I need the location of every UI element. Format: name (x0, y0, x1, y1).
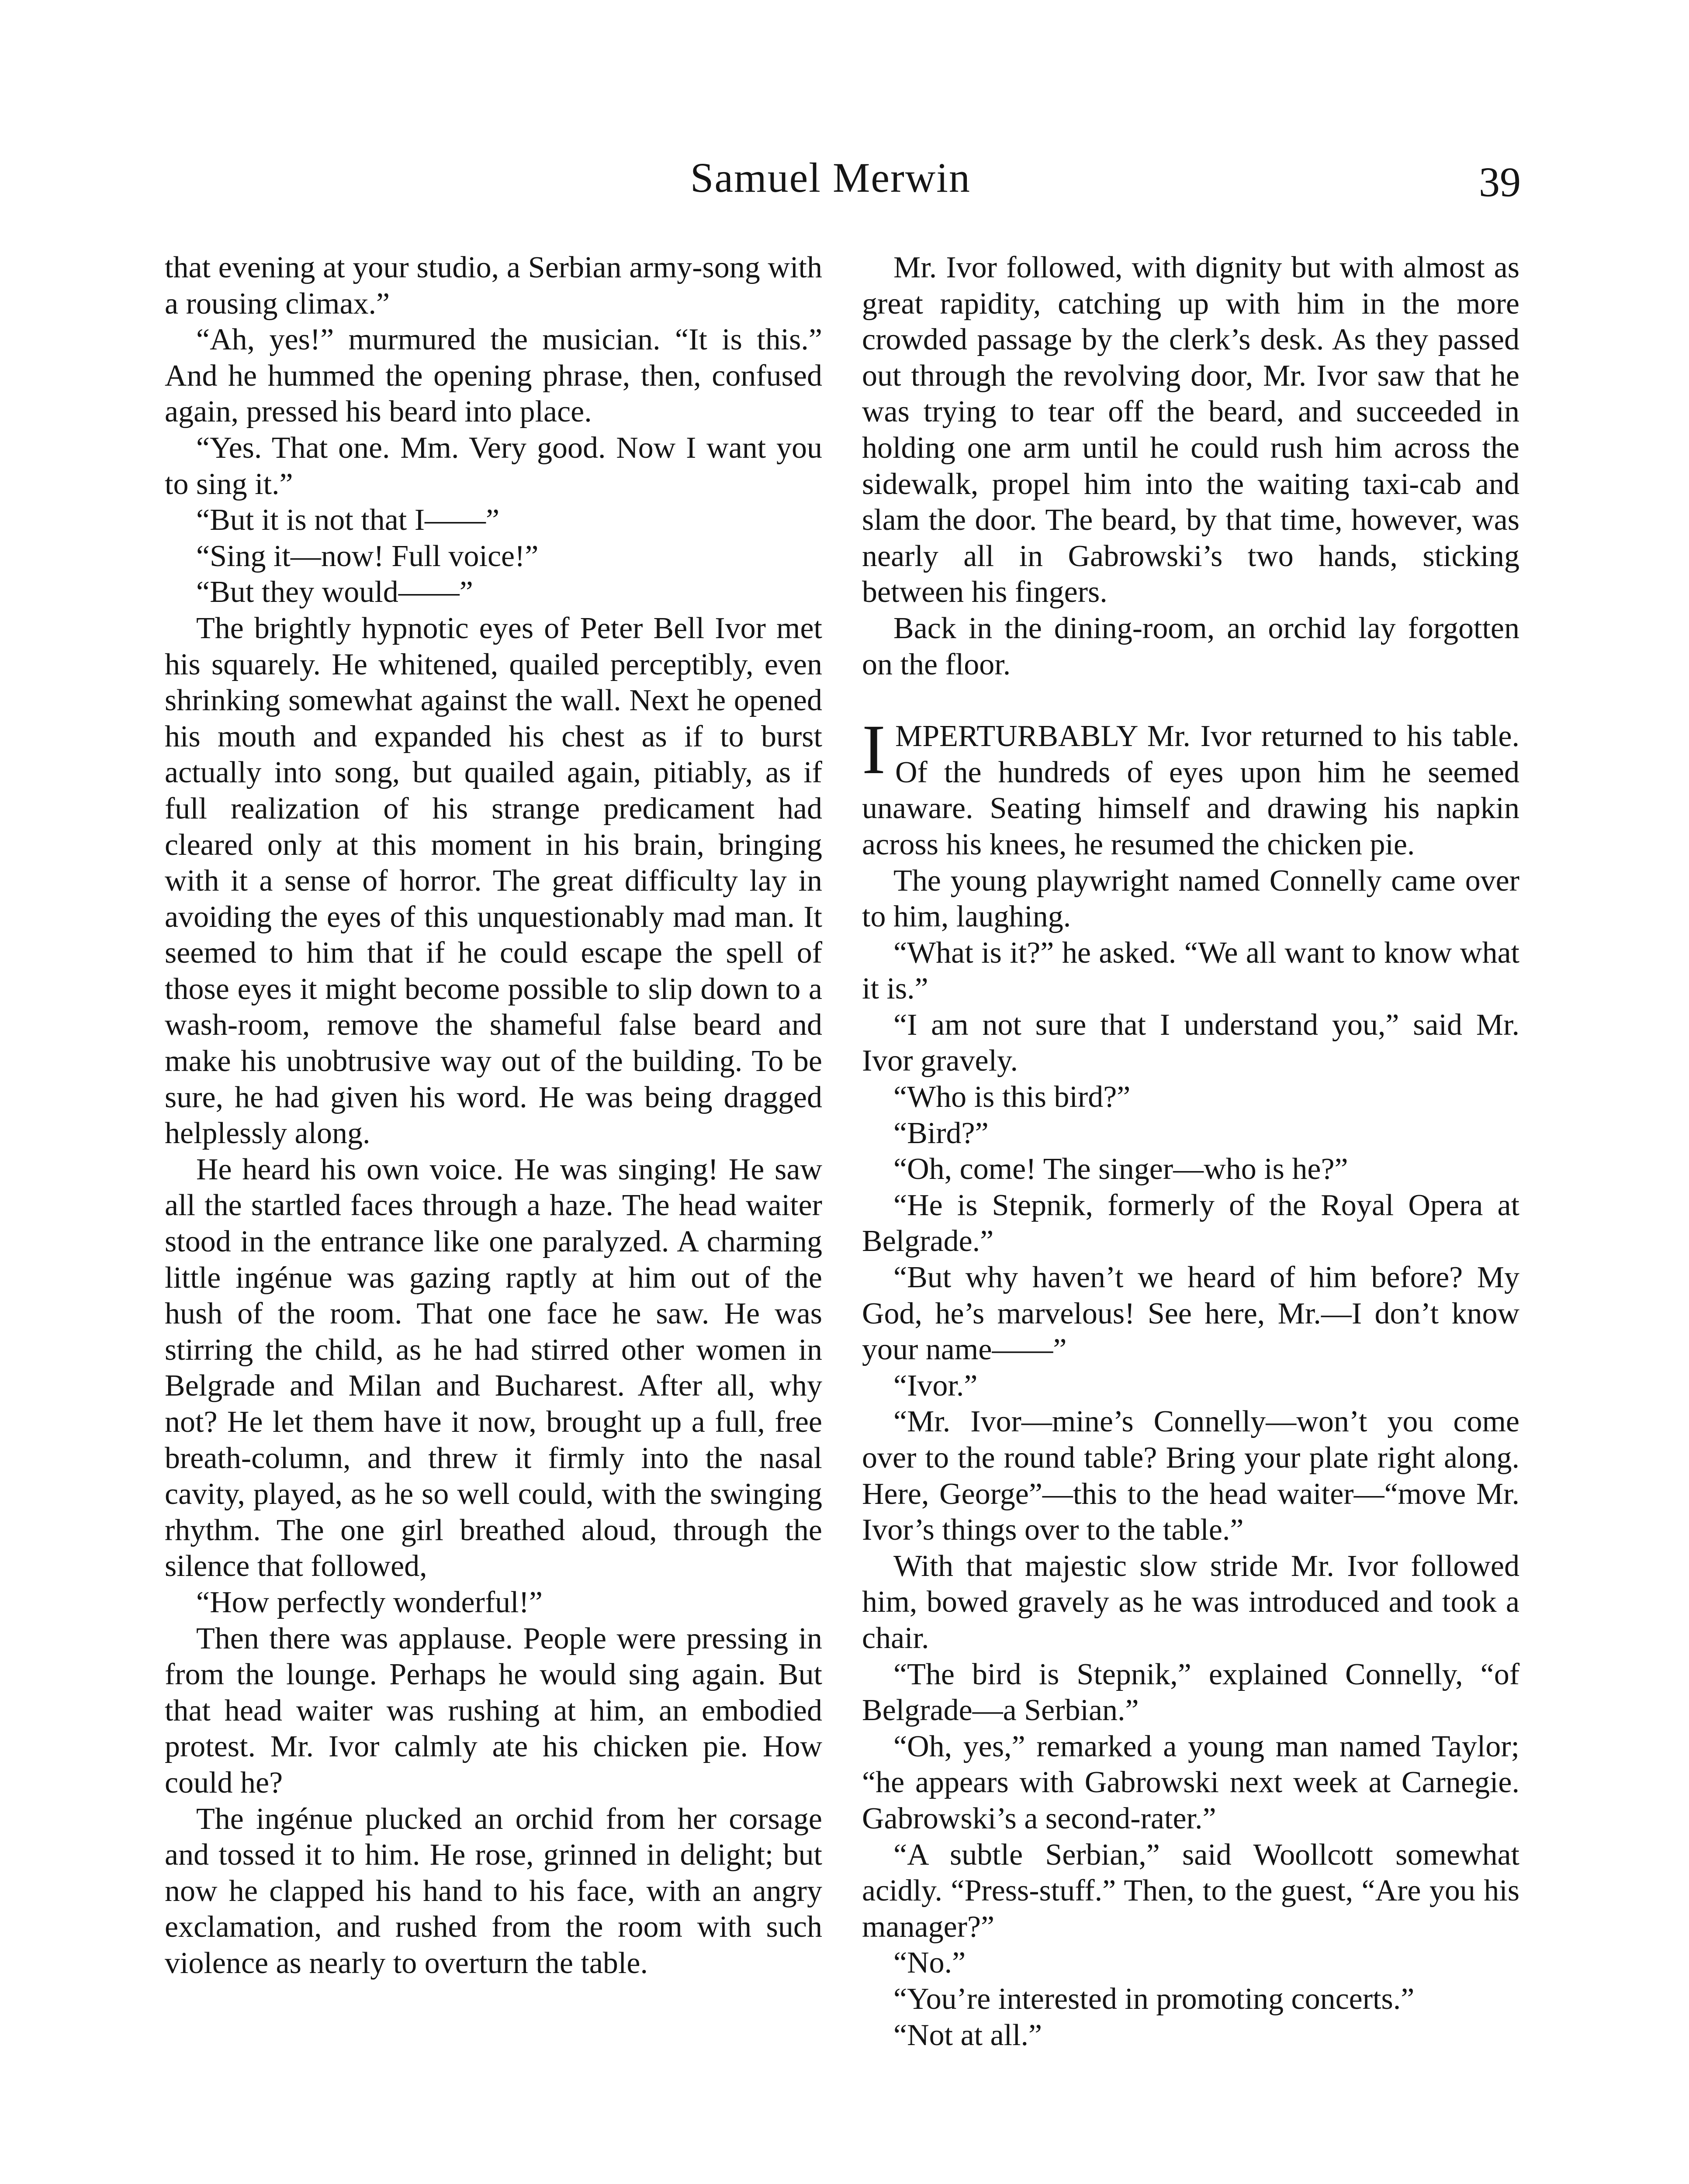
paragraph: “But why haven’t we heard of him before? My God, he’s marvelous! See here, Mr.—I don’t know your name——” (862, 1261, 1519, 1367)
paragraph: “How perfectly wonderful!” (196, 1585, 543, 1619)
right-text-column (862, 250, 1519, 2053)
paragraph: “Sing it—now! Full voice!” (196, 539, 539, 573)
paragraph: Then there was applause. People were pressing in from the lounge. Perhaps he would sing again. But that head waiter was rushing at him, an embodied protest. Mr. Ivor calmly ate his chicken pie. How could he? (165, 1621, 822, 1800)
paragraph: The ingénue plucked an orchid from her corsage and tossed it to him. He rose, grinned in delight; but now he clapped his hand to his face, with an angry exclamation, and rushed from the room with such violence as nearly to overturn the table. (165, 1802, 822, 1980)
drop-cap-letter: I (862, 711, 886, 789)
section-opening-text: MPERTURBABLY Mr. Ivor returned to his table. Of the hundreds of eyes upon him he seemed unaware. Seating himself and drawing his napkin across his knees, he resumed the chicken pie. (862, 719, 1519, 861)
paragraph: With that majestic slow stride Mr. Ivor followed him, bowed gravely as he was introduced and took a chair. (862, 1549, 1519, 1655)
paragraph: “No.” (893, 1946, 966, 1980)
running-head-author: Samuel Merwin (690, 154, 971, 201)
paragraph: “Oh, come! The singer—who is he?” (893, 1152, 1348, 1186)
paragraph: Mr. Ivor followed, with dignity but with almost as great rapidity, catching up with him in the more crowded passage by the clerk’s desk. As they passed out through the revolving door, Mr. Ivor saw that he was trying to tear off the beard, and succeeded in holding one arm until he could rush him across the sidewalk, propel him into the waiting taxi-cab and slam the door. The beard, by that time, however, was nearly all in Gabrowski’s two hands, sticking between his fingers. (862, 251, 1519, 609)
paragraph: “Not at all.” (893, 2018, 1042, 2052)
section-opening-paragraph (862, 711, 1519, 863)
paragraph: “Mr. Ivor—mine’s Connelly—won’t you come over to the round table? Bring your plate right along. Here, George”—this to the head waiter—“move Mr. Ivor’s things over to the table.” (862, 1405, 1519, 1547)
paragraph: “What is it?” he asked. “We all want to know what it is.” (862, 936, 1519, 1006)
page-number: 39 (1479, 159, 1521, 205)
paragraph: “You’re interested in promoting concerts.” (893, 1982, 1415, 2016)
paragraph: “Who is this bird?” (893, 1080, 1131, 1114)
paragraph: “Bird?” (893, 1116, 989, 1150)
paragraph: Back in the dining-room, an orchid lay forgotten on the floor. (862, 611, 1519, 681)
paragraph: “I am not sure that I understand you,” said Mr. Ivor gravely. (862, 1008, 1519, 1078)
paragraph: He heard his own voice. He was singing! He saw all the startled faces through a haze. The head waiter stood in the entrance like one paralyzed. A charming little ingénue was gazing raptly at him out of the hush of the room. That one face he saw. He was stirring the child, as he had stirred other women in Belgrade and Milan and Bucharest. After all, why not? He let them have it now, brought up a full, free breath-column, and threw it firmly into the nasal cavity, played, as he so well could, with the swinging rhythm. The one girl breathed aloud, through the silence that followed, (165, 1152, 822, 1583)
paragraph: that evening at your studio, a Serbian army-song with a rousing climax.” (165, 251, 822, 321)
paragraph: “Yes. That one. Mm. Very good. Now I want you to sing it.” (165, 431, 822, 501)
paragraph: “He is Stepnik, formerly of the Royal Opera at Belgrade.” (862, 1188, 1519, 1258)
paragraph: The young playwright named Connelly came over to him, laughing. (862, 864, 1519, 934)
paragraph: “A subtle Serbian,” said Woollcott somewhat acidly. “Press-stuff.” Then, to the guest, “Are you his manager?” (862, 1838, 1519, 1944)
paragraph: “But it is not that I——” (196, 503, 500, 537)
paragraph: The brightly hypnotic eyes of Peter Bell Ivor met his squarely. He whitened, quailed perceptibly, even shrinking somewhat against the wall. Next he opened his mouth and expanded his chest as if to burst actually into song, but quailed again, pitiably, as if full realization of his strange predicament had cleared only at this moment in his brain, bringing with it a sense of horror. The great difficulty lay in avoiding the eyes of this unquestionably mad man. It seemed to him that if he could escape the spell of those eyes it might become possible to slip down to a wash-room, remove the shameful false beard and make his unobtrusive way out of the building. To be sure, he had given his word. He was being dragged helplessly along. (165, 611, 822, 1151)
paragraph: “The bird is Stepnik,” explained Connelly, “of Belgrade—a Serbian.” (862, 1657, 1519, 1728)
paragraph: “Ah, yes!” murmured the musician. “It is this.” And he hummed the opening phrase, then, confused again, pressed his beard into place. (165, 323, 822, 429)
paragraph: “Ivor.” (893, 1368, 978, 1403)
paragraph: “Oh, yes,” remarked a young man named Taylor; “he appears with Gabrowski next week at Carnegie. Gabrowski’s a second-rater.” (862, 1729, 1519, 1835)
left-text-column (165, 250, 822, 1982)
paragraph: “But they would——” (196, 575, 473, 609)
